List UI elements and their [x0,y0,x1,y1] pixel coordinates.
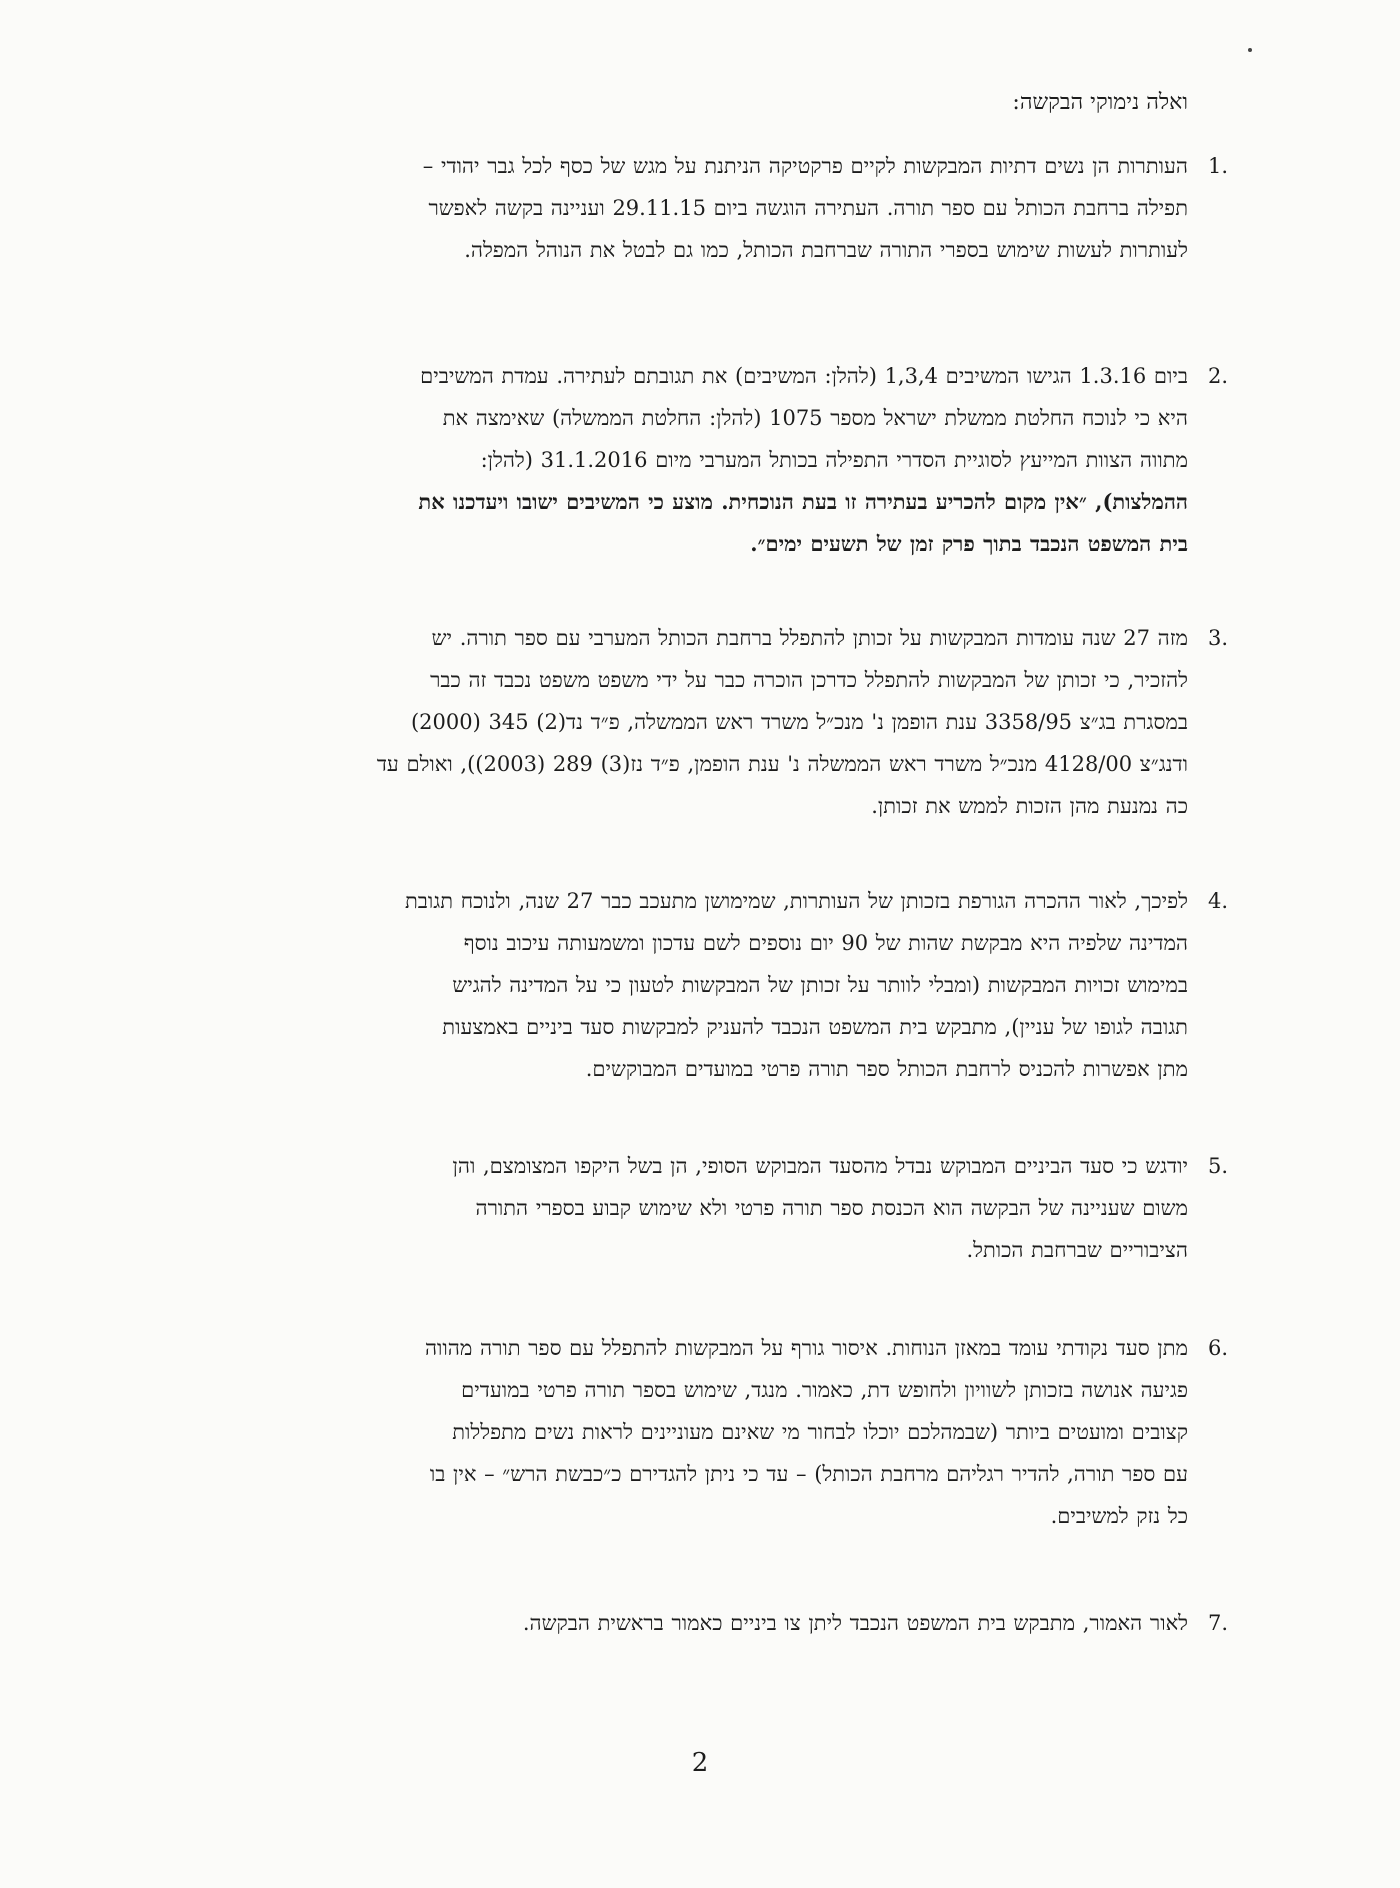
paragraph-line: כל נזק למשיבים. [1050,1504,1188,1528]
paragraph-line: במימוש זכויות המבקשות (ומבלי לוותר על זכותן של המבקשות לטעון כי על המדינה להגיש [452,973,1188,997]
paragraph-5 [184,1145,1228,1271]
paragraph-7 [184,1602,1228,1644]
paragraph-line: להזכיר, כי זכותן של המבקשות להתפלל כדרכן הוכרה כבר על ידי משפט משפט נכבד זה כבר [430,668,1188,692]
paragraph-line: ביום 1.3.16 הגישו המשיבים 1,3,4 (להלן: המשיבים) את תגובתם לעתירה. עמדת המשיבים [420,364,1188,388]
paragraph-line: מתן סעד נקודתי עומד במאזן הנוחות. איסור גורף על המבקשות להתפלל עם ספר תורה מהווה [424,1336,1188,1360]
paragraph-4 [184,880,1228,1090]
paragraph-2 [184,355,1228,565]
paragraph-line: תגובה לגופו של עניין), מתבקש בית המשפט הנכבד להעניק למבקשות סעד ביניים באמצעות [442,1015,1188,1039]
paragraph-1 [184,145,1228,271]
paragraph-line: קצובים ומועטים ביותר (שבמהלכם יוכלו לבחור מי שאינם מעוניינים לראות נשים מתפללות [452,1420,1188,1444]
paragraph-line: משום שעניינה של הבקשה הוא הכנסת ספר תורה פרטי ולא שימוש קבוע בספרי התורה [475,1196,1188,1220]
paragraph-line: במסגרת בג״צ 3358/95 ענת הופמן נ' מנכ״ל משרד ראש הממשלה, פ״ד נד(2) 345 (2000) [410,710,1188,734]
paragraph-line: מתווה הצוות המייעץ לסוגיית הסדרי התפילה בכותל המערבי מיום 31.1.2016 (להלן: [480,448,1188,472]
paragraph-number: 4. [1207,889,1228,913]
paragraph-line: לפיכך, לאור ההכרה הגורפת בזכותן של העותרות, שמימושן מתעכב כבר 27 שנה, ולנוכח תגובת [405,889,1188,913]
paragraph-line: לאור האמור, מתבקש בית המשפט הנכבד ליתן צו ביניים כאמור בראשית הבקשה. [522,1611,1188,1635]
paragraph-line: יודגש כי סעד הביניים המבוקש נבדל מהסעד המבוקש הסופי, הן בשל היקפו המצומצם, והן [452,1154,1188,1178]
paragraph-line-bold: ההמלצות), ״אין מקום להכריע בעתירה זו בעת הנוכחית. מוצע כי המשיבים ישובו ויעדכנו את [418,489,1188,514]
paragraph-line: לעותרות לעשות שימוש בספרי התורה שברחבת הכותל, כמו גם לבטל את הנוהל המפלה. [464,238,1188,262]
paragraph-line: העותרות הן נשים דתיות המבקשות לקיים פרקטיקה הניתנת על מגש של כסף לכל גבר יהודי – [422,154,1188,178]
paragraph-number: 1. [1207,154,1228,178]
paragraph-line: עם ספר תורה, להדיר רגליהם מרחבת הכותל) – עד כי ניתן להגדירם כ״כבשת הרש״ – אין בו [429,1462,1188,1486]
page-number: 2 [691,1748,709,1778]
paragraph-line-bold: בית המשפט הנכבד בתוך פרק זמן של תשעים ימים״. [750,531,1188,556]
paragraph-line: המדינה שלפיה היא מבקשת שהות של 90 יום נוספים לשם עדכון ומשמעותה עיכוב נוסף [463,931,1188,955]
paragraph-3 [184,617,1228,827]
paragraph-number: 6. [1207,1336,1228,1360]
scan-speck [1248,48,1252,52]
paragraph-line: מתן אפשרות להכניס לרחבת הכותל ספר תורה פרטי במועדים המבוקשים. [585,1057,1188,1081]
paragraph-6 [184,1327,1228,1537]
paragraph-number: 7. [1207,1611,1228,1635]
paragraph-line: פגיעה אנושה בזכותן לשוויון ולחופש דת, כאמור. מנגד, שימוש בספר תורה פרטי במועדים [461,1378,1188,1402]
paragraph-line: ודנג״צ 4128/00 מנכ״ל משרד ראש הממשלה נ' ענת הופמן, פ״ד נז(3) 289 (2003)), ואולם עד [376,752,1188,776]
paragraph-line: היא כי לנוכח החלטת ממשלת ישראל מספר 1075 (להלן: החלטת הממשלה) שאימצה את [442,406,1188,430]
paragraph-number: 5. [1207,1154,1228,1178]
paragraph-number: 3. [1207,626,1228,650]
paragraph-number: 2. [1207,364,1228,388]
paragraph-line: תפילה ברחבת הכותל עם ספר תורה. העתירה הוגשה ביום 29.11.15 ועניינה בקשה לאפשר [428,196,1188,220]
paragraph-line: הציבוריים שברחבת הכותל. [966,1238,1188,1262]
paragraph-line: מזה 27 שנה עומדות המבקשות על זכותן להתפלל ברחבת הכותל המערבי עם ספר תורה. יש [431,626,1188,650]
paragraph-line: כה נמנעת מהן הזכות לממש את זכותן. [871,794,1188,818]
section-heading: ואלה נימוקי הבקשה: [1012,90,1188,115]
